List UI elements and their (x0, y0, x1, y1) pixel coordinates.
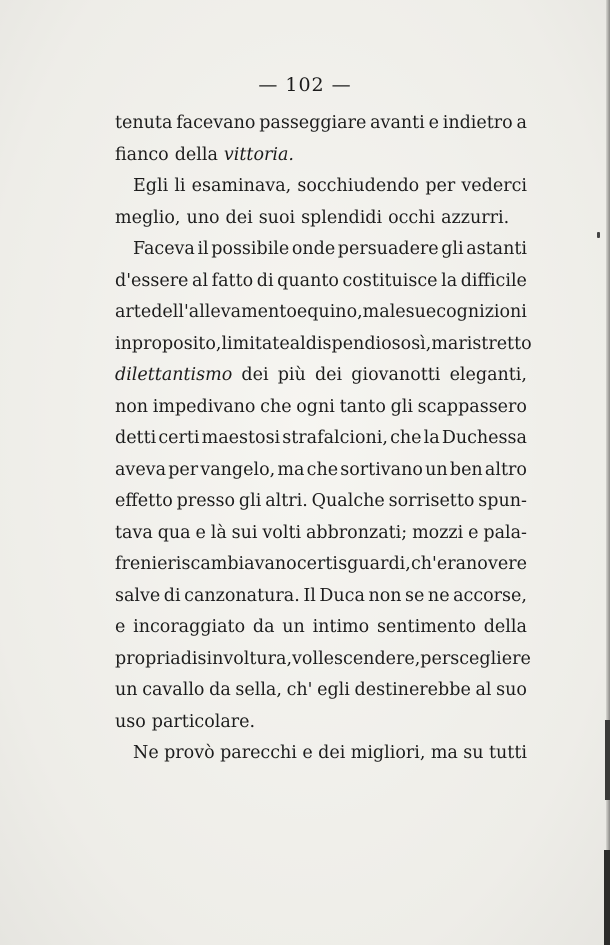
word: meglio, (115, 207, 181, 228)
word: incoraggiato (133, 617, 246, 637)
word: dei (241, 365, 269, 385)
word: arte (115, 302, 152, 322)
word: ma (277, 459, 305, 480)
word: limitate (221, 333, 290, 354)
word: migliori, (350, 743, 426, 763)
word: sì, (411, 333, 432, 354)
word: occhi (388, 207, 436, 228)
word: ma (431, 333, 459, 354)
word: al (475, 680, 492, 700)
word: sentimento (376, 617, 476, 637)
word: maestosi (201, 428, 281, 448)
word: là (210, 522, 227, 543)
word: un (282, 617, 305, 637)
word: dilettantismo (115, 365, 233, 385)
text-line (115, 644, 531, 676)
text-line (115, 707, 527, 739)
word: socchiudendo (297, 176, 420, 196)
word: tava (115, 522, 153, 543)
word: canzonatura. (184, 585, 300, 606)
word: per (420, 648, 451, 669)
word: altro (484, 459, 527, 480)
text-line (115, 738, 527, 770)
word: pala- (483, 522, 527, 543)
word: strafalcioni, (282, 428, 388, 448)
word: ma (362, 302, 390, 322)
word: e (195, 522, 206, 543)
word: della (174, 144, 218, 165)
binding-mark-lower (604, 850, 610, 945)
word: gli (441, 239, 464, 259)
word: d'essere (115, 270, 189, 291)
word: per (168, 459, 199, 480)
text-line (115, 518, 527, 550)
word: vangelo, (200, 459, 276, 480)
word: cavallo (142, 680, 205, 700)
text-line (115, 675, 527, 707)
word: volle (292, 648, 335, 669)
text-line (115, 171, 527, 203)
word: effetto (115, 491, 173, 511)
text-line (115, 266, 527, 298)
word: ne (427, 585, 450, 606)
word: ristretto (458, 333, 532, 354)
word: spun- (478, 491, 527, 511)
word: su (463, 743, 484, 763)
word: indietro (442, 113, 513, 133)
text-line (115, 329, 532, 361)
word: un (425, 459, 448, 480)
word: di (256, 270, 274, 291)
word: uso (115, 711, 146, 732)
word: che (260, 396, 292, 417)
word: ma (430, 743, 458, 763)
word: sguardi, (338, 554, 411, 574)
word: passeggiare (259, 113, 367, 133)
word: impedivano (152, 396, 256, 417)
word: destinerebbe (354, 680, 471, 700)
binding-mark (605, 720, 610, 800)
word: intimo (312, 617, 370, 637)
word: onde (291, 239, 336, 259)
word: equino, (296, 302, 363, 322)
word: gli (390, 396, 413, 417)
word: egli (317, 680, 350, 700)
word: scappassero (417, 396, 527, 417)
word: al (289, 333, 306, 354)
word: di (163, 585, 181, 606)
word: ch'erano (410, 554, 488, 574)
word: scambiavano (181, 554, 297, 574)
word: non (115, 396, 149, 417)
word: a (516, 113, 527, 133)
word: costituisce (342, 270, 438, 291)
word: vere (487, 554, 527, 574)
word: aveva (115, 459, 166, 480)
word: uno (186, 207, 220, 228)
word: Faceva (133, 239, 195, 259)
word: ben (449, 459, 483, 480)
word: astanti (466, 239, 527, 259)
word: più (277, 365, 306, 385)
text-line (115, 486, 527, 518)
word: tanto (339, 396, 386, 417)
word: azzurri. (441, 207, 510, 228)
word: frenieri (115, 554, 182, 574)
word: particolare. (151, 711, 256, 732)
word: certi (296, 554, 339, 574)
text-line (115, 234, 527, 266)
text-line (115, 549, 527, 581)
word: dei (225, 207, 253, 228)
word: e (115, 617, 126, 637)
ink-speck (597, 232, 600, 238)
text-line (115, 203, 527, 235)
word: dei (314, 365, 343, 385)
word: cognizioni (436, 302, 527, 322)
word: Egli (133, 176, 169, 196)
word: certi (158, 428, 200, 448)
word: provò (164, 743, 215, 763)
body-text (115, 108, 532, 770)
word: la (441, 270, 458, 291)
word: Il (303, 585, 316, 606)
word: splendidi (301, 207, 383, 228)
word: propria (115, 648, 181, 669)
word: da (252, 617, 275, 637)
word: disinvoltura, (180, 648, 293, 669)
word: proposito, (131, 333, 222, 354)
word: al (192, 270, 209, 291)
word: presso (176, 491, 236, 511)
word: Duchessa (441, 428, 527, 448)
text-line (115, 360, 527, 392)
word: volti (262, 522, 302, 543)
word: il (197, 239, 209, 259)
word: scendere, (334, 648, 421, 669)
word: ogni (296, 396, 335, 417)
word: se (405, 585, 425, 606)
text-line (115, 392, 527, 424)
page-number: — 102 — (258, 74, 352, 96)
word: possibile (211, 239, 290, 259)
word: giovanotti (351, 365, 441, 385)
word: non (368, 585, 402, 606)
word: quanto (277, 270, 339, 291)
word: le (389, 302, 406, 322)
text-line (115, 108, 527, 140)
word: ch' (286, 680, 313, 700)
text-line (115, 140, 527, 172)
word: vittoria. (223, 144, 294, 165)
word: salve (115, 585, 161, 606)
word: sorrisetto (388, 491, 475, 511)
text-line (115, 297, 527, 329)
text-line (115, 612, 527, 644)
word: sella, (235, 680, 282, 700)
word: dei (318, 743, 346, 763)
word: che (306, 459, 339, 480)
word: detti (115, 428, 157, 448)
word: suoi (258, 207, 296, 228)
word: dispendioso (305, 333, 412, 354)
word: Duca (319, 585, 365, 606)
word: mozzi (412, 522, 464, 543)
word: e (468, 522, 479, 543)
word: della (483, 617, 527, 637)
word: dell'allevamento (151, 302, 297, 322)
word: in (115, 333, 132, 354)
word: Qualche (311, 491, 385, 511)
word: qua (157, 522, 191, 543)
text-line (115, 581, 527, 613)
word: avanti (370, 113, 425, 133)
word: parecchi (220, 743, 297, 763)
word: li (174, 176, 186, 196)
word: un (115, 680, 138, 700)
word: suo (496, 680, 527, 700)
word: che (390, 428, 422, 448)
word: fatto (211, 270, 254, 291)
word: sui (231, 522, 258, 543)
word: vederci (461, 176, 527, 196)
word: la (423, 428, 440, 448)
word: e (428, 113, 439, 133)
text-line (115, 455, 527, 487)
text-line (115, 423, 527, 455)
word: abbronzati; (305, 522, 408, 543)
word: per (425, 176, 456, 196)
word: da (209, 680, 231, 700)
word: facevano (176, 113, 256, 133)
word: tutti (489, 743, 527, 763)
word: accorse, (453, 585, 527, 606)
word: tenuta (115, 113, 173, 133)
word: altri. (265, 491, 308, 511)
page-edge (606, 0, 610, 945)
word: difficile (460, 270, 527, 291)
word: e (302, 743, 313, 763)
word: esaminava, (191, 176, 292, 196)
word: sortivano (340, 459, 423, 480)
word: persuadere (337, 239, 439, 259)
word: gli (238, 491, 262, 511)
word: eleganti, (449, 365, 527, 385)
word: scegliere (450, 648, 531, 669)
word: fianco (115, 144, 169, 165)
word: sue (405, 302, 437, 322)
word: Ne (133, 743, 159, 763)
